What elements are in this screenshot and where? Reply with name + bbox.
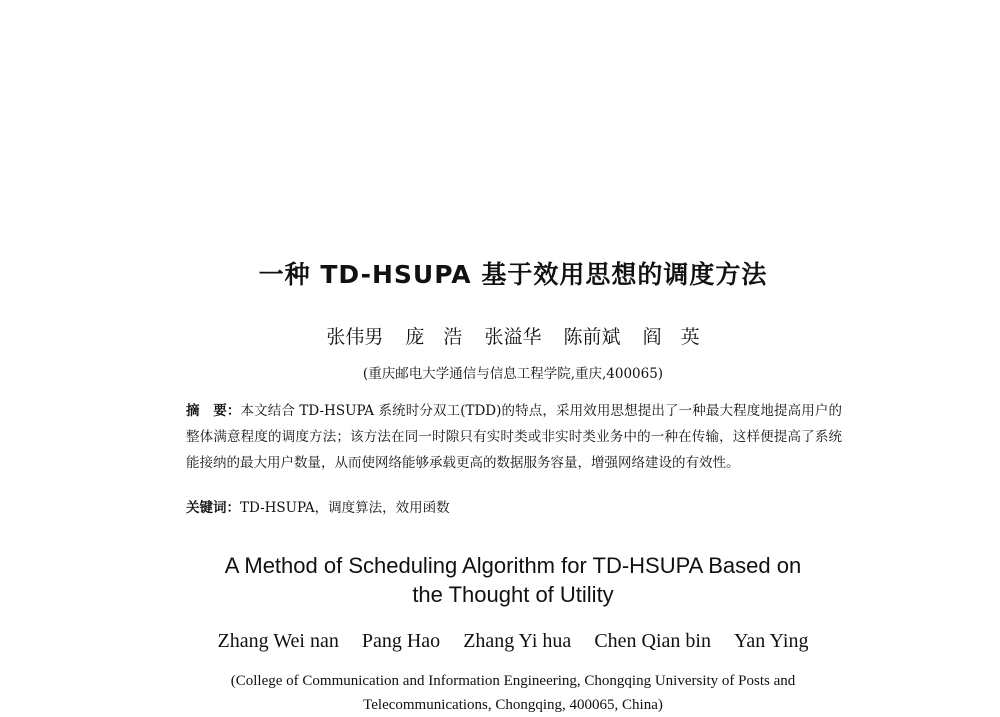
author-en-1: Zhang Wei nan [217,630,339,652]
author-cn-3: 张溢华 [484,326,542,348]
english-title-line-2: the Thought of Utility [412,582,614,607]
author-en-4: Chen Qian bin [594,630,711,652]
chinese-authors [0,322,1000,349]
abstract-text: 本文结合 TD-HSUPA 系统时分双工(TDD)的特点，采用效用思想提出了一种最大程度地提高用户的整体满意程度的调度方法；该方法在同一时隙只有实时类或非实时类业务中的一种在传输，这样便提高了系统能接纳的最大用户数量，从而使网络能够承载更高的数据服务容量，增强网络建设的有效性。 [186,403,842,471]
author-en-2: Pang Hao [361,630,441,652]
chinese-title: 一种 TD-HSUPA 基于效用思想的调度方法 [258,260,768,289]
english-title [0,551,1000,609]
english-authors [0,630,1000,653]
english-title-line-1: A Method of Scheduling Algorithm for TD-HSUPA Based on [224,553,802,578]
chinese-affiliation: (重庆邮电大学通信与信息工程学院,重庆,400065) [362,366,664,382]
english-affiliation-line-2: Telecommunications, Chongqing, 400065, China) [363,697,663,713]
author-cn-4: 陈前斌 [563,326,621,348]
chinese-keywords [186,497,842,519]
author-cn-2: 庞 浩 [405,326,463,348]
abstract-label: 摘 要： [186,403,241,419]
author-cn-5: 阎 英 [642,326,700,348]
author-en-5: Yan Ying [733,630,809,652]
keywords-label: 关键词： [186,500,240,516]
english-affiliation [0,669,1000,717]
author-cn-1: 张伟男 [326,326,384,348]
author-en-3: Zhang Yi hua [463,630,572,652]
keywords-text: TD-HSUPA，调度算法，效用函数 [240,500,450,516]
english-affiliation-line-1: (College of Communication and Information Engineering, Chongqing University of Posts and [230,673,796,689]
chinese-abstract [186,398,842,476]
